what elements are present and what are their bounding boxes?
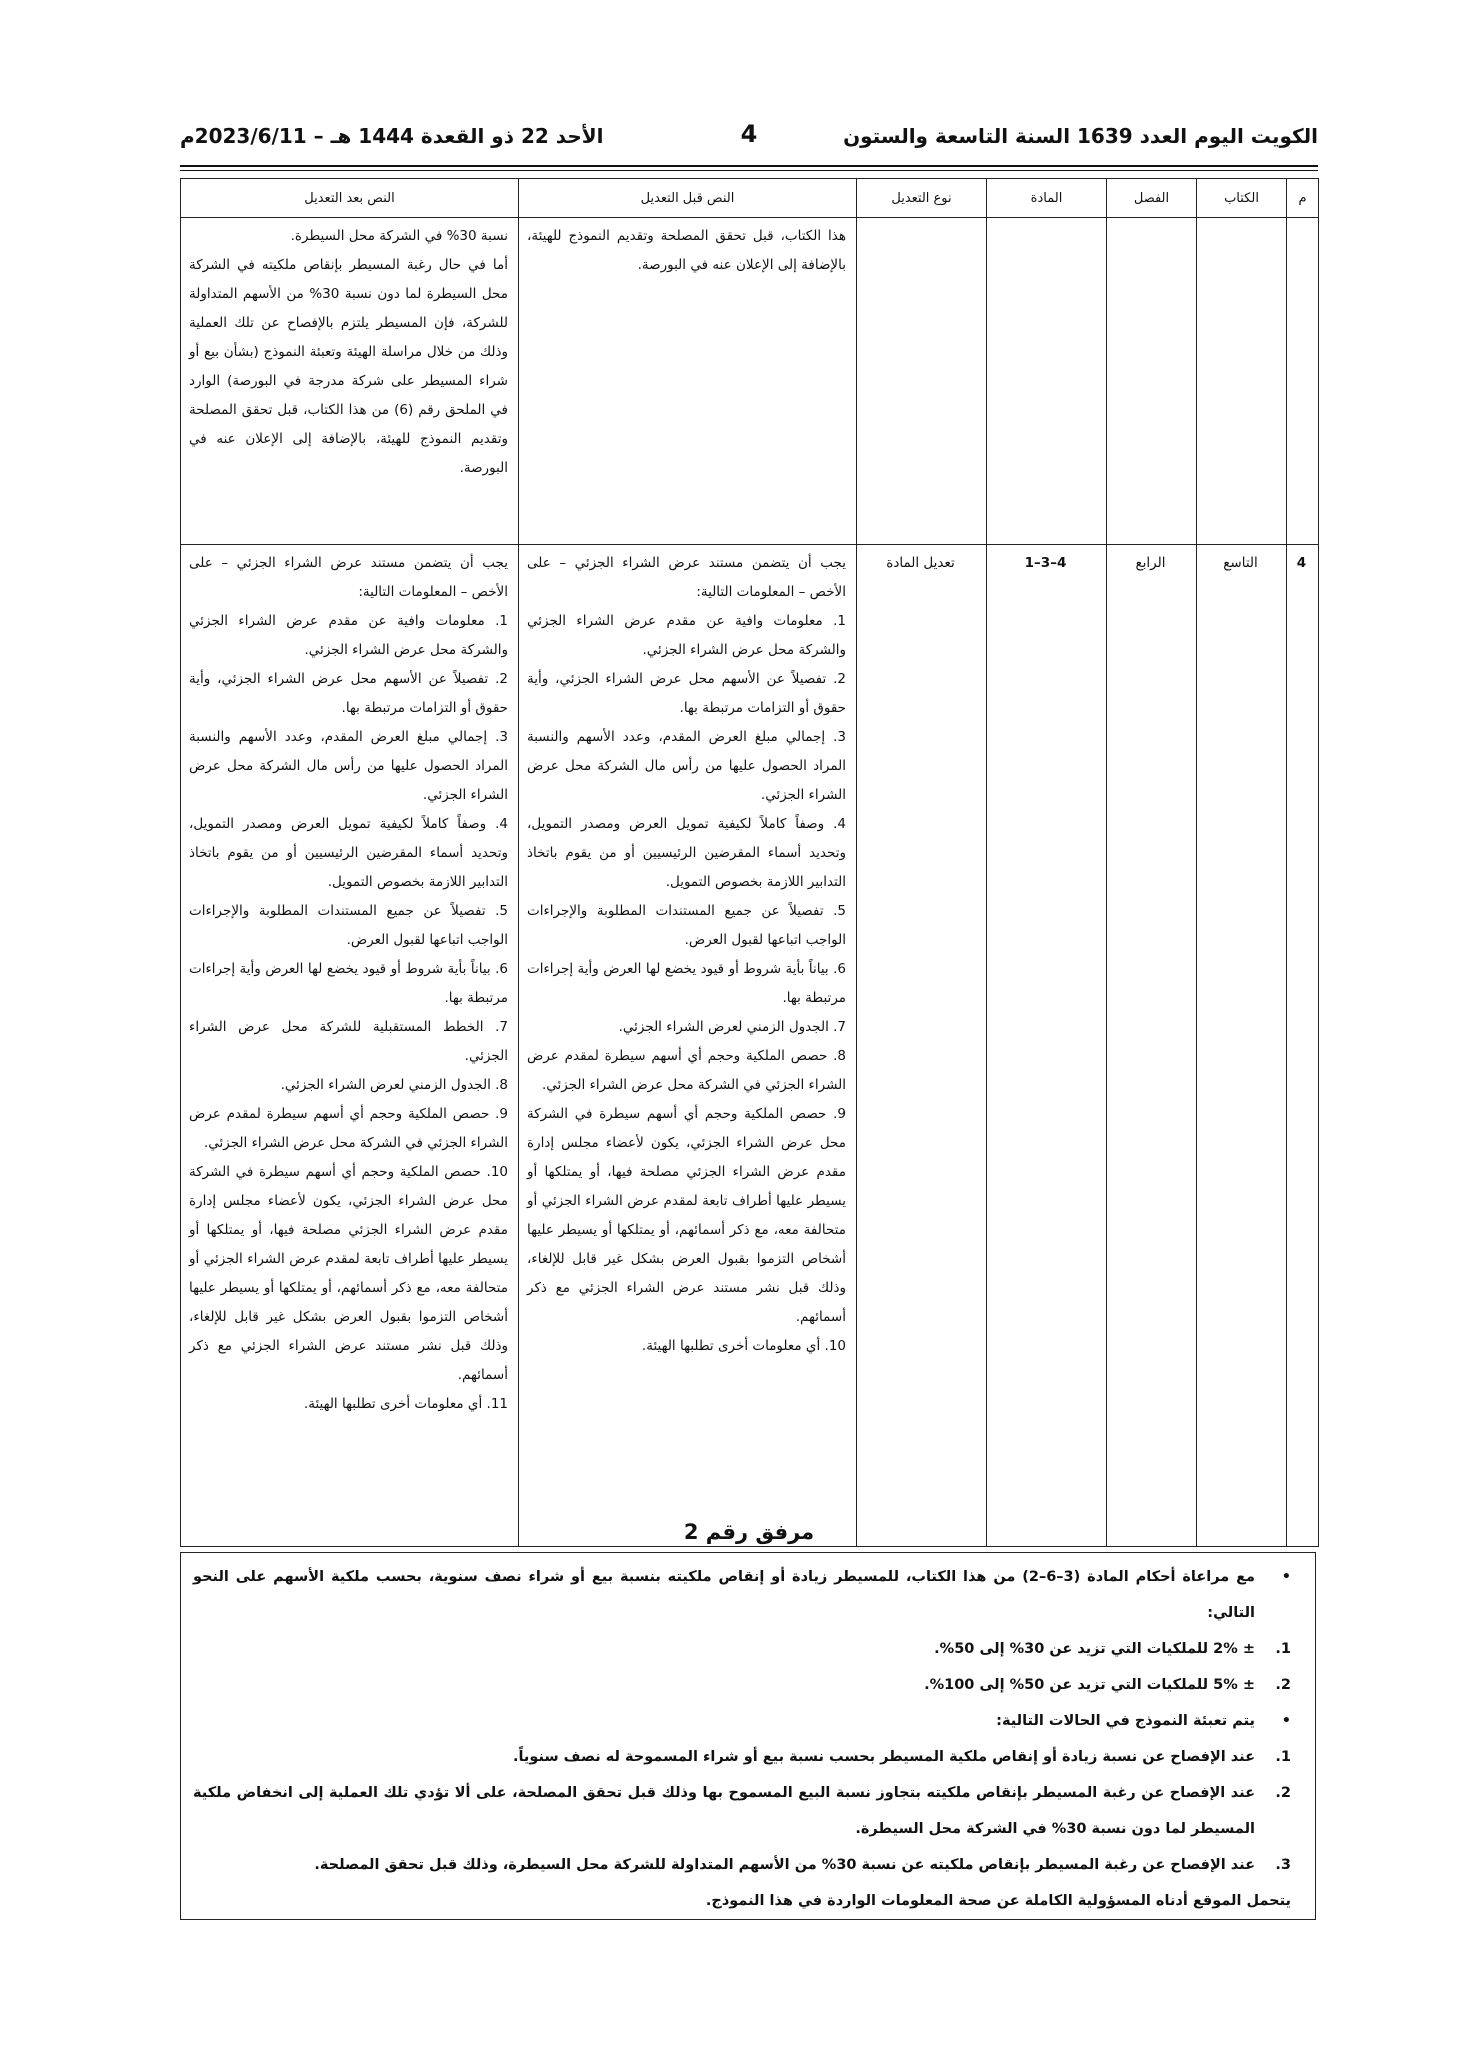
annex-line-text: عند الإفصاح عن نسبة زيادة أو إنقاص ملكية المسيطر بحسب نسبة بيع أو شراء المسموحة له نصف سنوياً. [512,1749,1255,1765]
annex-line [193,1847,1291,1883]
annex-box [180,1552,1316,1920]
list-number: 1. [1275,1641,1291,1657]
annex-line-text: مع مراعاة أحكام المادة (3–6–2) من هذا الكتاب، للمسيطر زيادة أو إنقاص ملكيته بنسبة بيع أو شراء نصف سنوية، بحسب ملكية الأسهم على النحو التالي: [193,1569,1256,1621]
text-before-item: 3. إجمالي مبلغ العرض المقدم، وعدد الأسهم والنسبة المراد الحصول عليها من رأس مال الشركة محل عرض الشراء الجزئي. [527,729,846,803]
list-number: 3. [1275,1857,1291,1873]
text-after-item: 6. بياناً بأية شروط أو قيود يخضع لها العرض وأية إجراءات مرتبطة بها. [189,961,508,1006]
list-number: 2. [1275,1785,1291,1801]
annex-title: مرفق رقم 2 [683,1520,815,1544]
text-before-item: 6. بياناً بأية شروط أو قيود يخضع لها العرض وأية إجراءات مرتبطة بها. [527,961,846,1006]
bullet-marker: • [1281,1713,1291,1729]
row-article [987,218,1107,545]
row-article: 4–3–1 [987,545,1107,1547]
annex-footer: يتحمل الموقع أدناه المسؤولية الكاملة عن صحة المعلومات الواردة في هذا النموذج. [705,1893,1291,1909]
text-before-cell [519,545,857,1547]
text-before-item: 7. الجدول الزمني لعرض الشراء الجزئي. [618,1019,846,1035]
text-before-item: 10. أي معلومات أخرى تطلبها الهيئة. [641,1338,846,1354]
text-after-item: 2. تفصيلاً عن الأسهم محل عرض الشراء الجزئي، وأية حقوق أو التزامات مرتبطة بها. [189,671,508,716]
row-book: التاسع [1197,545,1287,1547]
col-header-amendment-type: نوع التعديل [857,179,987,218]
col-header-number: م [1287,179,1319,218]
annex-line-text: عند الإفصاح عن رغبة المسيطر بإنقاص ملكيته عن نسبة 30% من الأسهم المتداولة للشركة محل السيطرة، وذلك قبل تحقق المصلحة. [314,1857,1255,1873]
amendments-table [180,178,1319,1547]
row-chapter [1107,218,1197,545]
text-before-item: 8. حصص الملكية وحجم أي أسهم سيطرة لمقدم عرض الشراء الجزئي في الشركة محل عرض الشراء الجزئي. [527,1048,846,1093]
table-row [181,218,1319,545]
row-amendment-type [857,218,987,545]
row-amendment-type: تعديل المادة [857,545,987,1547]
text-after-item: 5. تفصيلاً عن جميع المستندات المطلوبة والإجراءات الواجب اتباعها لقبول العرض. [189,903,508,948]
col-header-text-after: النص بعد التعديل [181,179,519,218]
text-before-intro: يجب أن يتضمن مستند عرض الشراء الجزئي – على الأخص – المعلومات التالية: [527,555,846,600]
row-chapter: الرابع [1107,545,1197,1547]
text-before-item: 9. حصص الملكية وحجم أي أسهم سيطرة في الشركة محل عرض الشراء الجزئي، يكون لأعضاء مجلس إدارة مقدم عرض الشراء الجزئي مصلحة فيها، أو يمتلكها أو يسيطر عليها أطراف تابعة لمقدم عرض الشراء الجزئي أو متحالفة معه، مع ذكر أسمائهم، أو يمتلكها أو يسيطر عليها أشخاص التزموا بقبول العرض بشكل غير قابل للإلغاء، وذلك قبل نشر مستند عرض الشراء الجزئي مع ذكر أسمائهم. [527,1106,846,1325]
col-header-chapter: الفصل [1107,179,1197,218]
page-number: 4 [740,120,758,148]
text-after-intro: يجب أن يتضمن مستند عرض الشراء الجزئي – على الأخص – المعلومات التالية: [189,555,508,600]
table-header-row [181,179,1319,218]
page-header [180,118,1318,158]
gazette-issue-info: الكويت اليوم العدد 1639 السنة التاسعة والستون [843,124,1318,148]
header-rule-thin [180,170,1318,171]
text-after-item: 4. وصفاً كاملاً لكيفية تمويل العرض ومصدر التمويل، وتحديد أسماء المقرضين الرئيسيين أو من يقوم باتخاذ التدابير اللازمة بخصوص التمويل. [189,816,508,890]
text-before-cell [519,218,857,545]
row-number: 4 [1287,545,1319,1547]
header-rule [180,165,1318,167]
text-after-item: 3. إجمالي مبلغ العرض المقدم، وعدد الأسهم والنسبة المراد الحصول عليها من رأس مال الشركة محل عرض الشراء الجزئي. [189,729,508,803]
annex-line [193,1631,1291,1667]
text-after-item: 10. حصص الملكية وحجم أي أسهم سيطرة في الشركة محل عرض الشراء الجزئي، يكون لأعضاء مجلس إدارة مقدم عرض الشراء الجزئي مصلحة فيها، أو يمتلكها أو يسيطر عليها أطراف تابعة لمقدم عرض الشراء الجزئي أو متحالفة معه، مع ذكر أسمائهم، أو يمتلكها أو يسيطر عليها أشخاص التزموا بقبول العرض بشكل غير قابل للإلغاء، وذلك قبل نشر مستند عرض الشراء الجزئي مع ذكر أسمائهم. [189,1164,508,1383]
text-after-paragraph: نسبة 30% في الشركة محل السيطرة. [290,228,508,244]
text-after-item: 9. حصص الملكية وحجم أي أسهم سيطرة لمقدم عرض الشراء الجزئي في الشركة محل عرض الشراء الجزئي. [189,1106,508,1151]
text-before-paragraph: هذا الكتاب، قبل تحقق المصلحة وتقديم النموذج للهيئة، بالإضافة إلى الإعلان عنه في البورصة. [527,228,846,273]
col-header-book: الكتاب [1197,179,1287,218]
annex-line [193,1703,1291,1739]
row-number [1287,218,1319,545]
text-after-item: 8. الجدول الزمني لعرض الشراء الجزئي. [280,1077,508,1093]
annex-line [193,1667,1291,1703]
text-after-paragraph: أما في حال رغبة المسيطر بإنقاص ملكيته في الشركة محل السيطرة لما دون نسبة 30% من الأسهم المتداولة للشركة، فإن المسيطر يلتزم بالإفصاح عن تلك العملية وذلك من خلال مراسلة الهيئة وتعبئة النموذج (بشأن بيع أو شراء المسيطر على شركة مدرجة في البورصة) الوارد في الملحق رقم (6) من هذا الكتاب، قبل تحقق المصلحة وتقديم النموذج للهيئة، بالإضافة إلى الإعلان عنه في البورصة. [189,257,508,476]
text-before-item: 1. معلومات وافية عن مقدم عرض الشراء الجزئي والشركة محل عرض الشراء الجزئي. [527,613,846,658]
table-row [181,545,1319,1547]
text-after-item: 11. أي معلومات أخرى تطلبها الهيئة. [303,1396,508,1412]
text-after-cell [181,218,519,545]
bullet-marker: • [1281,1569,1291,1585]
annex-line [193,1739,1291,1775]
annex-line-text: ± 2% للملكيات التي تزيد عن 30% إلى 50%. [934,1641,1255,1657]
issue-date: الأحد 22 ذو القعدة 1444 هـ – 2023/6/11م [180,124,604,148]
text-after-cell [181,545,519,1547]
row-book [1197,218,1287,545]
text-before-item: 5. تفصيلاً عن جميع المستندات المطلوبة والإجراءات الواجب اتباعها لقبول العرض. [527,903,846,948]
annex-line [193,1559,1291,1631]
annex-line-text: ± 5% للملكيات التي تزيد عن 50% إلى 100%. [924,1677,1255,1693]
col-header-article: المادة [987,179,1107,218]
annex-line-text: عند الإفصاح عن رغبة المسيطر بإنقاص ملكيته بتجاوز نسبة البيع المسموح بها وذلك قبل تحقق المصلحة، على ألا تؤدي تلك العملية إلى انخفاض ملكية المسيطر لما دون نسبة 30% في الشركة محل السيطرة. [193,1785,1255,1837]
annex-line-text: يتم تعبئة النموذج في الحالات التالية: [996,1713,1255,1729]
text-after-item: 7. الخطط المستقبلية للشركة محل عرض الشراء الجزئي. [189,1019,508,1064]
list-number: 2. [1275,1677,1291,1693]
text-after-item: 1. معلومات وافية عن مقدم عرض الشراء الجزئي والشركة محل عرض الشراء الجزئي. [189,613,508,658]
list-number: 1. [1275,1749,1291,1765]
annex-line [193,1775,1291,1847]
text-before-item: 2. تفصيلاً عن الأسهم محل عرض الشراء الجزئي، وأية حقوق أو التزامات مرتبطة بها. [527,671,846,716]
text-before-item: 4. وصفاً كاملاً لكيفية تمويل العرض ومصدر التمويل، وتحديد أسماء المقرضين الرئيسيين أو من يقوم باتخاذ التدابير اللازمة بخصوص التمويل. [527,816,846,890]
col-header-text-before: النص قبل التعديل [519,179,857,218]
